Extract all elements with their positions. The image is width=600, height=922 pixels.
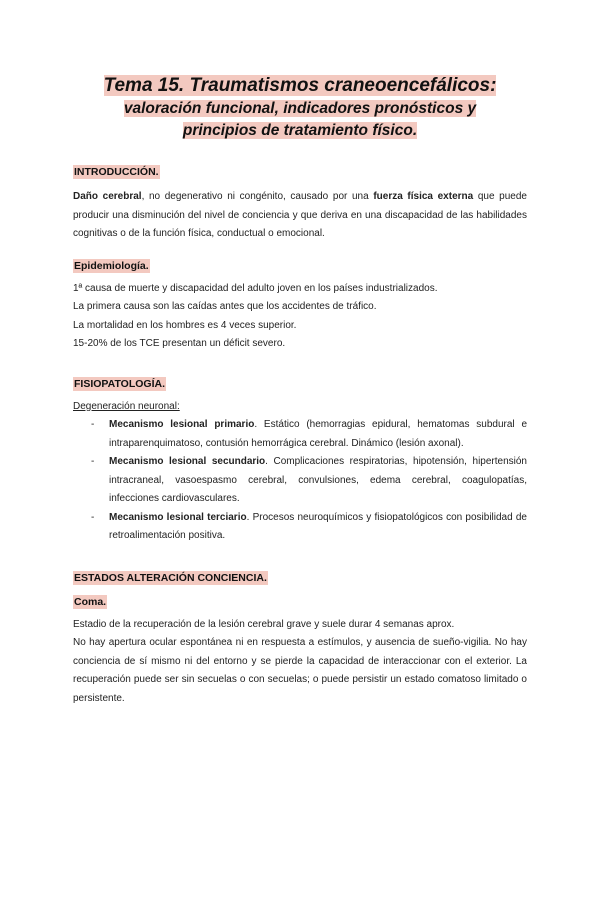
title-line-2: valoración funcional, indicadores pronósticos y bbox=[123, 100, 477, 117]
heading-fisiopatologia: FISIOPATOLOGÍA. bbox=[74, 377, 166, 390]
intro-bold-3: fuerza física externa bbox=[373, 191, 474, 202]
item-bold: Mecanismo lesional terciario bbox=[109, 511, 247, 523]
item-text: . Estático (hemorragias epidural, hematomas subdural e intraparenquimatoso, contusión hemorrágica cerebral. Dinámico (lesión axonal). bbox=[109, 419, 527, 449]
document-page bbox=[0, 74, 600, 922]
item-bold: Mecanismo lesional primario bbox=[109, 419, 255, 430]
epi-line: 1ª causa de muerte y discapacidad del adulto joven en los países industrializados. bbox=[73, 282, 438, 294]
item-bold: Mecanismo lesional secundario bbox=[109, 456, 266, 467]
list-item bbox=[73, 416, 527, 453]
title-line-1: Tema 15. Traumatismos craneoencefálicos: bbox=[103, 75, 497, 96]
heading-estados: ESTADOS ALTERACIÓN CONCIENCIA. bbox=[74, 571, 267, 584]
epi-line: La mortalidad en los hombres es 4 veces superior. bbox=[73, 319, 297, 331]
subheading-degeneracion: Degeneración neuronal: bbox=[73, 400, 180, 412]
heading-epidemiologia: Epidemiología. bbox=[74, 259, 149, 272]
intro-bold-1: Daño cerebral bbox=[73, 191, 142, 202]
mecanismos-list bbox=[73, 416, 527, 546]
item-text: . Complicaciones respiratorias, hipotensión, hipertensión intracraneal, vasoespasmo cerebral, convulsiones, edema cerebral, coagulopatías, infecciones cardiovasculares. bbox=[109, 456, 527, 504]
section-estados bbox=[73, 568, 527, 709]
epi-line: La primera causa son las caídas antes que los accidentes de tráfico. bbox=[73, 301, 377, 312]
title-line-3: principios de tratamiento físico. bbox=[182, 122, 418, 139]
list-item bbox=[73, 509, 527, 546]
epi-line: 15-20% de los TCE presentan un déficit severo. bbox=[73, 338, 286, 349]
epidemiologia-list bbox=[73, 280, 527, 354]
heading-introduccion: INTRODUCCIÓN. bbox=[74, 166, 159, 178]
coma-paragraph-1: Estadio de la recuperación de la lesión cerebral grave y suele durar 4 semanas aprox. bbox=[73, 618, 455, 630]
section-fisiopatologia bbox=[73, 374, 527, 546]
item-text: . Procesos neuroquímicos y fisiopatológicos con posibilidad de retroalimentación positiva. bbox=[109, 511, 527, 541]
intro-paragraph bbox=[73, 188, 527, 244]
coma-paragraph-2: No hay apertura ocular espontánea ni en respuesta a estímulos, y ausencia de sueño-vigilia. No hay conciencia de sí mismo ni del entorno y se pierde la capacidad de interaccionar con el exterior. La recuperación puede ser sin secuelas o con secuelas; o puede persistir un estado comatoso limitado o persistente. bbox=[73, 637, 527, 704]
intro-text-4: que puede producir una disminución del nivel de conciencia y que deriva en una discapacidad de las habilidades cognitivas o de la función física, conductual o emocional. bbox=[73, 191, 527, 239]
document-title bbox=[73, 74, 527, 142]
heading-coma: Coma. bbox=[74, 595, 107, 608]
list-item bbox=[73, 453, 527, 509]
section-introduccion bbox=[73, 162, 527, 354]
intro-text-2: , no degenerativo ni congénito, causado por una bbox=[141, 191, 374, 202]
